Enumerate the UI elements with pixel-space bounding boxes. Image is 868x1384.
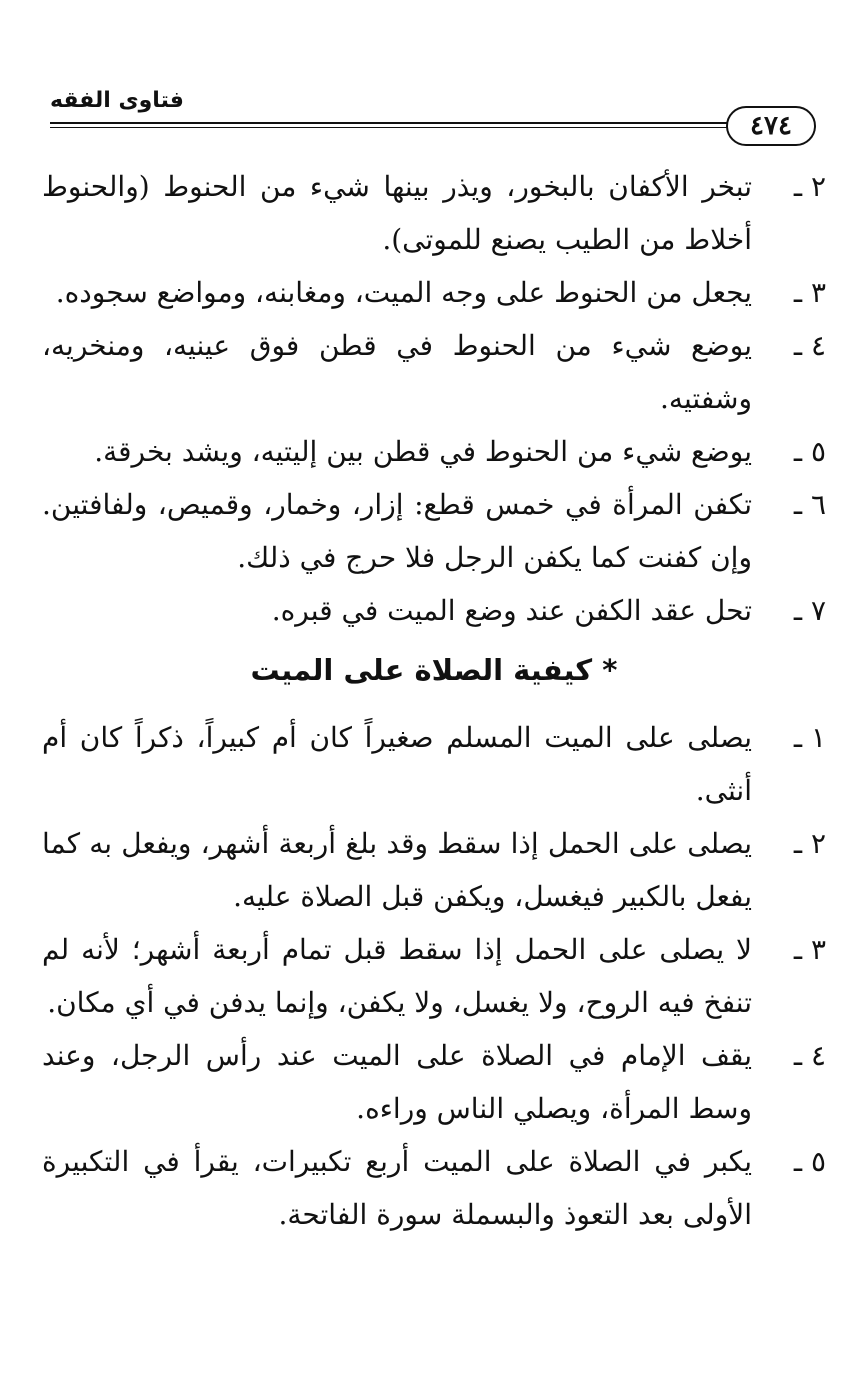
item-text: يوضع شيء من الحنوط في قطن فوق عينيه، ومنخريه، وشفتيه. [42,329,752,415]
list-item [42,1029,826,1135]
page-number: ٤٧٤ [726,106,816,146]
item-text: يصلى على الميت المسلم صغيراً كان أم كبيراً، ذكراً كان أم أنثى. [42,721,752,807]
item-number: ٥ ـ [793,435,826,468]
page-body [42,160,826,1241]
list-item [42,478,826,584]
list-item [42,1135,826,1241]
item-text: تبخر الأكفان بالبخور، ويذر بينها شيء من الحنوط (والحنوط أخلاط من الطيب يصنع للموتى). [42,170,752,256]
item-text: تكفن المرأة في خمس قطع: إزار، وخمار، وقميص، ولفافتين. وإن كفنت كما يكفن الرجل فلا حرج في ذلك. [42,488,752,574]
list-item [42,923,826,1029]
item-number: ١ ـ [793,721,826,754]
item-text: تحل عقد الكفن عند وضع الميت في قبره. [271,594,752,627]
item-number: ٤ ـ [793,329,826,362]
list-item [42,266,826,319]
item-number: ٢ ـ [793,170,826,203]
item-text: لا يصلى على الحمل إذا سقط قبل تمام أربعة أشهر؛ لأنه لم تنفخ فيه الروح، ولا يغسل، ولا يكفن، وإنما يدفن في أي مكان. [42,933,752,1019]
list-item [42,817,826,923]
section-heading: * كيفية الصلاة على الميت [250,653,618,687]
item-text: يجعل من الحنوط على وجه الميت، ومغابنه، ومواضع سجوده. [55,276,752,309]
page-header [40,88,828,158]
item-text: يقف الإمام في الصلاة على الميت عند رأس الرجل، وعند وسط المرأة، ويصلي الناس وراءه. [42,1039,752,1125]
header-rule [50,122,728,128]
item-number: ٦ ـ [793,488,826,521]
item-number: ٣ ـ [793,933,826,966]
item-text: يوضع شيء من الحنوط في قطن بين إليتيه، ويشد بخرقة. [94,435,752,468]
list-item [42,711,826,817]
list-item [42,160,826,266]
item-number: ٧ ـ [793,594,826,627]
item-number: ٣ ـ [793,276,826,309]
list-item [42,584,826,637]
item-number: ٥ ـ [793,1145,826,1178]
item-text: يكبر في الصلاة على الميت أربع تكبيرات، يقرأ في التكبيرة الأولى بعد التعوذ والبسملة سورة الفاتحة. [42,1145,752,1231]
list-item [42,319,826,425]
item-number: ٤ ـ [793,1039,826,1072]
item-text: يصلى على الحمل إذا سقط وقد بلغ أربعة أشهر، ويفعل به كما يفعل بالكبير فيغسل، ويكفن قبل الصلاة عليه. [42,827,752,913]
list-item [42,425,826,478]
item-number: ٢ ـ [793,827,826,860]
running-title: فتاوى الفقه [50,88,184,113]
